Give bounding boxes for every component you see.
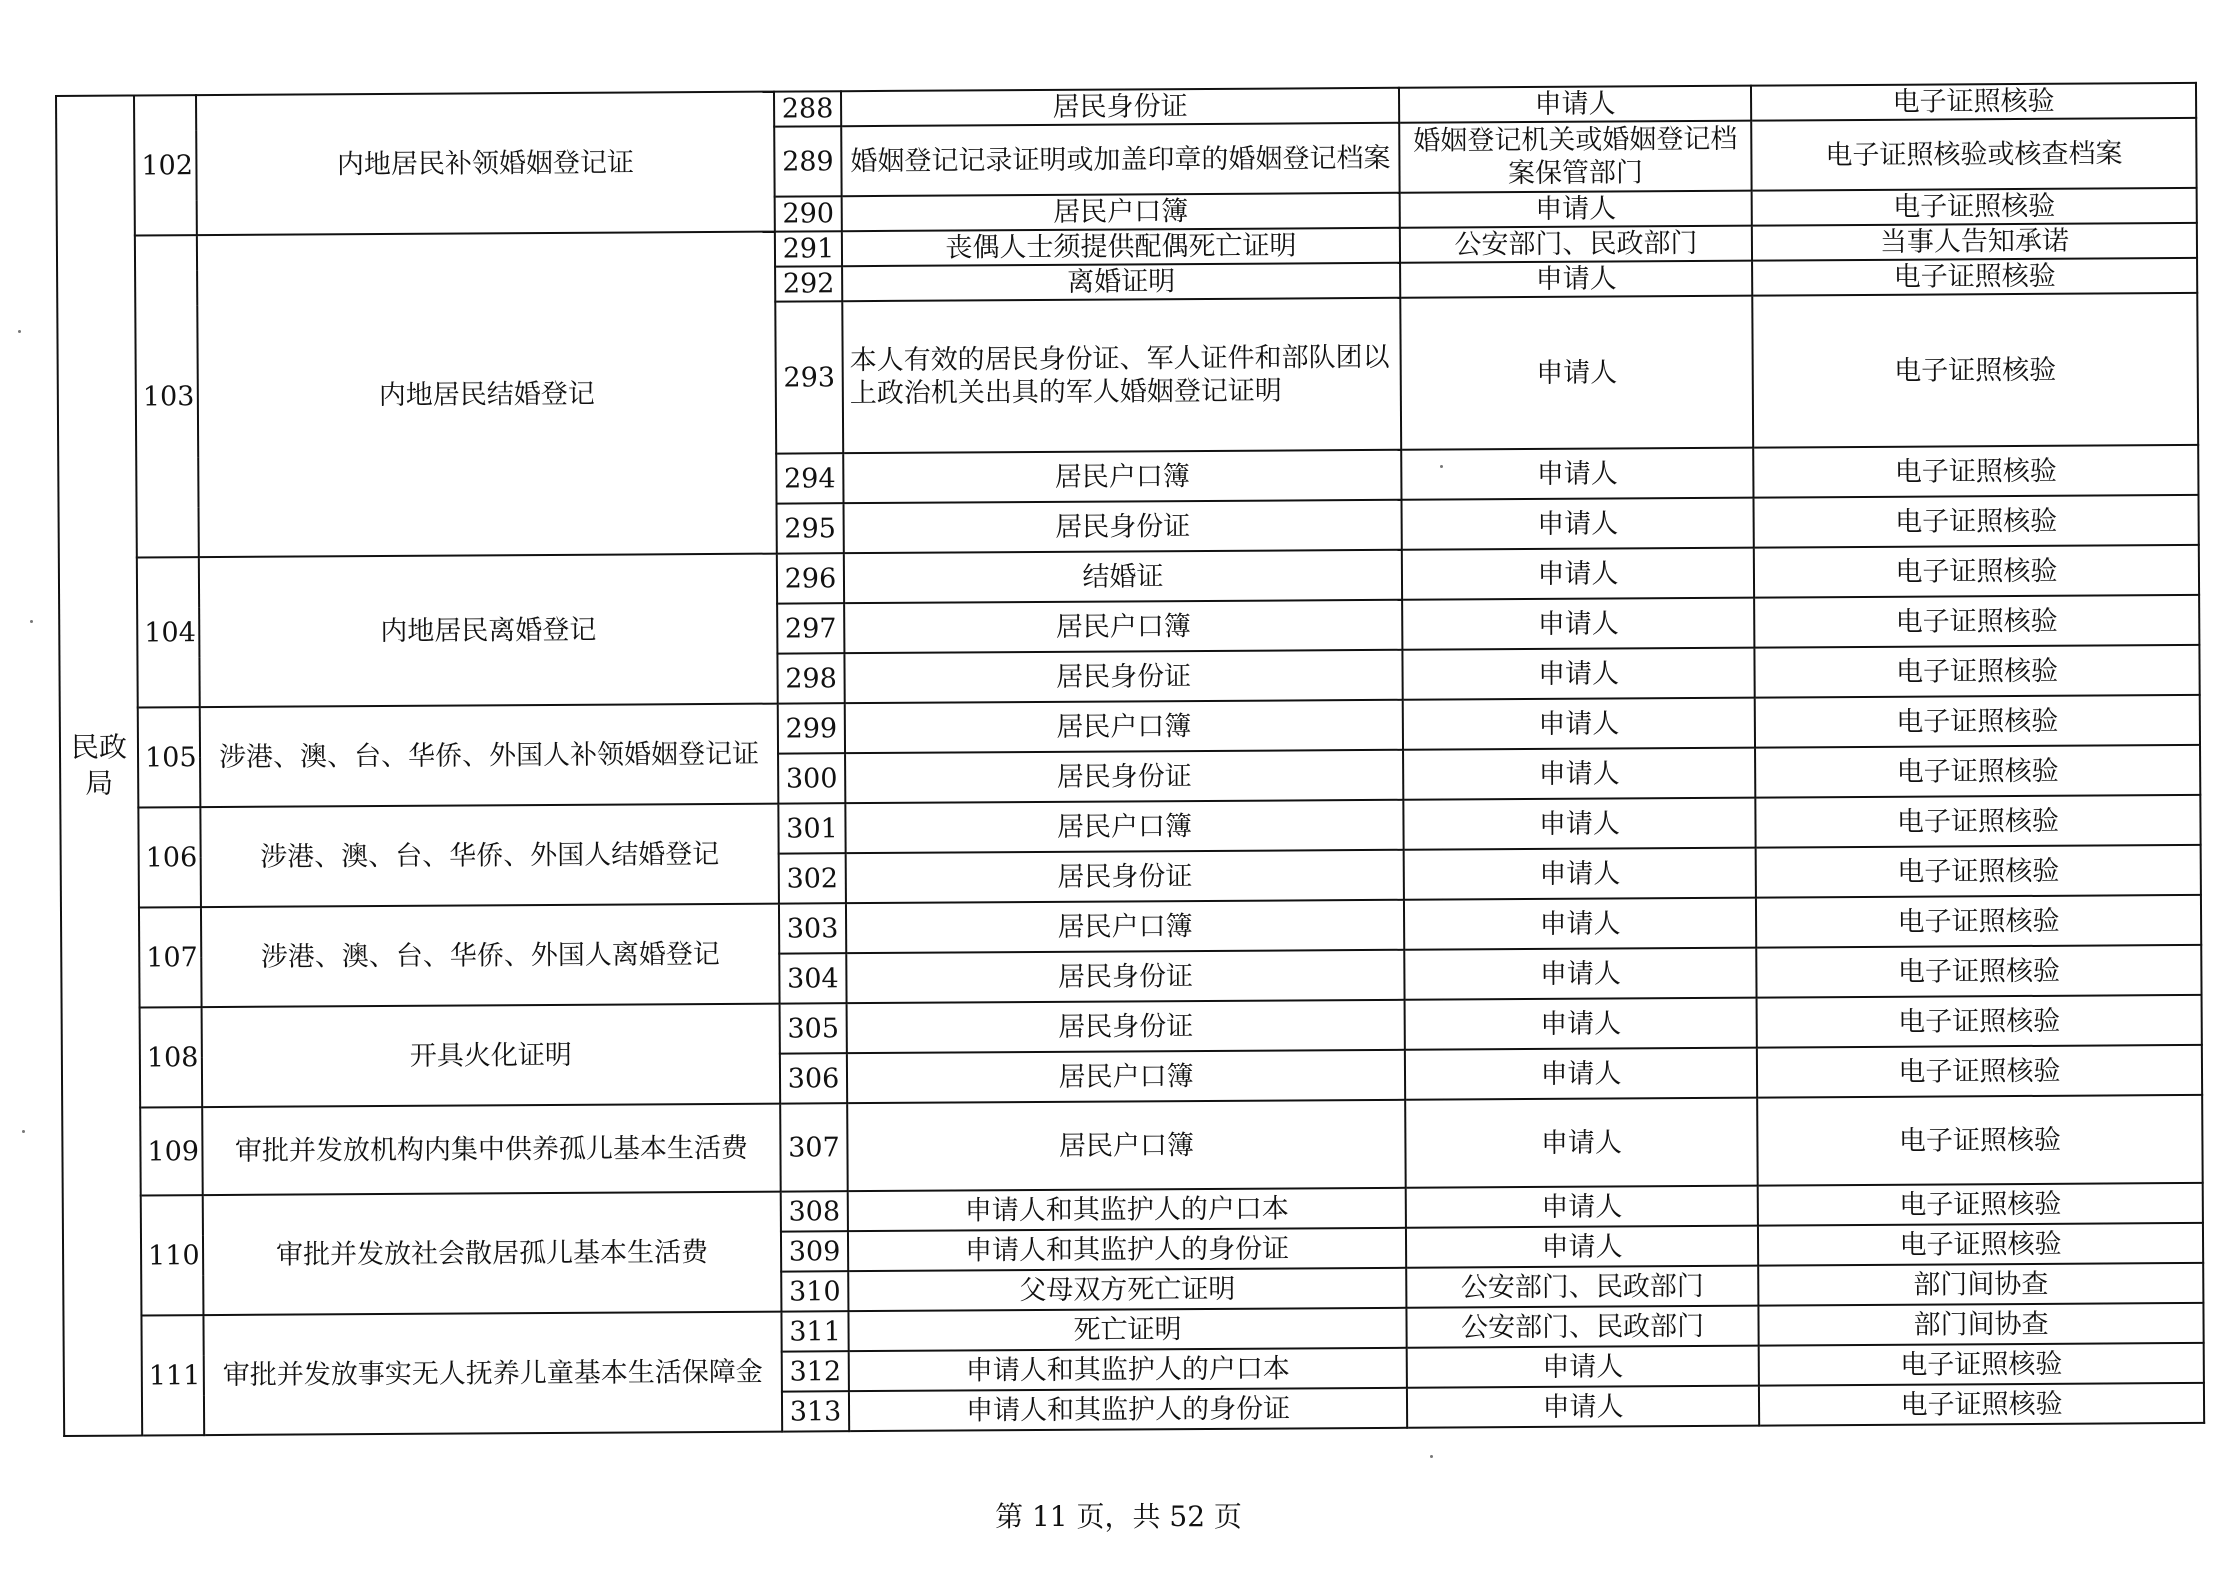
material-source-cell: 申请人: [1403, 798, 1755, 850]
material-seq-cell: 288: [774, 91, 841, 126]
material-name-cell: 结婚证: [844, 550, 1402, 603]
material-source-cell: 申请人: [1401, 498, 1753, 550]
material-source-cell: 申请人: [1403, 698, 1755, 750]
material-seq-cell: 293: [775, 301, 843, 453]
verification-method-cell: 电子证照核验: [1759, 1343, 2204, 1386]
verification-method-cell: 当事人告知承诺: [1752, 223, 2197, 261]
verification-method-cell: 电子证照核验: [1753, 495, 2198, 548]
verification-method-cell: 电子证照核验: [1754, 595, 2199, 648]
material-seq-cell: 308: [781, 1191, 848, 1231]
material-seq-cell: 292: [775, 266, 842, 301]
matter-name-cell: 开具火化证明: [202, 1004, 781, 1108]
matter-number-cell: 107: [139, 907, 202, 1007]
verification-method-cell: 电子证照核验: [1755, 745, 2200, 798]
material-source-cell: 申请人: [1405, 1048, 1757, 1100]
verification-method-cell: 电子证照核验: [1752, 293, 2198, 448]
material-source-cell: 申请人: [1405, 998, 1757, 1050]
material-name-cell: 居民户口簿: [844, 600, 1402, 653]
material-seq-cell: 294: [776, 453, 843, 503]
material-seq-cell: 296: [777, 553, 844, 603]
material-name-cell: 居民身份证: [844, 650, 1402, 703]
material-seq-cell: 295: [777, 503, 844, 553]
material-name-cell: 申请人和其监护人的身份证: [848, 1228, 1406, 1271]
material-source-cell: 申请人: [1402, 598, 1754, 650]
verification-method-cell: 电子证照核验: [1754, 645, 2199, 698]
matter-name-cell: 涉港、澳、台、华侨、外国人离婚登记: [201, 904, 780, 1008]
material-name-cell: 居民身份证: [847, 1000, 1405, 1053]
material-seq-cell: 301: [778, 803, 845, 853]
material-source-cell: 申请人: [1404, 848, 1756, 900]
verification-method-cell: 电子证照核验: [1755, 795, 2200, 848]
material-seq-cell: 300: [778, 753, 845, 803]
matter-name-cell: 内地居民结婚登记: [197, 232, 777, 558]
material-seq-cell: 298: [777, 653, 844, 703]
verification-method-cell: 电子证照核验: [1759, 1383, 2204, 1426]
scan-speck: [30, 620, 33, 623]
material-source-cell: 申请人: [1400, 191, 1752, 228]
material-name-cell: 居民身份证: [845, 750, 1403, 803]
material-name-cell: 居民户口簿: [845, 700, 1403, 753]
material-name-cell: 婚姻登记记录证明或加盖印章的婚姻登记档案: [841, 123, 1399, 196]
material-name-cell: 本人有效的居民身份证、军人证件和部队团以上政治机关出具的军人婚姻登记证明: [842, 298, 1401, 453]
material-seq-cell: 306: [780, 1053, 847, 1103]
matter-number-cell: 104: [137, 557, 200, 707]
material-name-cell: 居民身份证: [846, 950, 1404, 1003]
material-source-cell: 公安部门、民政部门: [1406, 1306, 1758, 1348]
matter-number-cell: 102: [134, 95, 197, 235]
matter-number-cell: 103: [135, 235, 199, 557]
matter-number-cell: 106: [138, 807, 201, 907]
verification-method-cell: 电子证照核验: [1753, 445, 2198, 498]
material-name-cell: 居民身份证: [841, 88, 1399, 126]
verification-method-cell: 电子证照核验: [1756, 945, 2201, 998]
material-seq-cell: 305: [780, 1003, 847, 1053]
material-seq-cell: 290: [775, 196, 842, 231]
material-source-cell: 申请人: [1406, 1226, 1758, 1268]
material-name-cell: 居民身份证: [844, 500, 1402, 553]
table-row: [62, 1095, 2202, 1196]
material-seq-cell: 289: [774, 126, 841, 196]
material-source-cell: 申请人: [1399, 86, 1751, 123]
matter-number-cell: 109: [140, 1107, 203, 1195]
material-name-cell: 居民户口簿: [847, 1050, 1405, 1103]
material-source-cell: 申请人: [1407, 1386, 1759, 1428]
material-seq-cell: 312: [782, 1351, 849, 1391]
scan-speck: [18, 330, 21, 333]
material-seq-cell: 297: [777, 603, 844, 653]
material-source-cell: 申请人: [1404, 898, 1756, 950]
material-source-cell: 申请人: [1403, 748, 1755, 800]
material-seq-cell: 303: [779, 903, 846, 953]
material-source-cell: 申请人: [1402, 648, 1754, 700]
verification-method-cell: 电子证照核验: [1756, 845, 2201, 898]
material-source-cell: 申请人: [1400, 261, 1752, 298]
material-source-cell: 婚姻登记机关或婚姻登记档案保管部门: [1399, 121, 1751, 193]
verification-method-cell: 电子证照核验: [1756, 895, 2201, 948]
material-name-cell: 申请人和其监护人的身份证: [849, 1388, 1407, 1431]
matter-number-cell: 111: [141, 1315, 204, 1435]
material-name-cell: 死亡证明: [848, 1308, 1406, 1351]
material-seq-cell: 311: [781, 1311, 848, 1351]
material-seq-cell: 304: [779, 953, 846, 1003]
matter-name-cell: 审批并发放事实无人抚养儿童基本生活保障金: [203, 1312, 782, 1436]
material-source-cell: 申请人: [1407, 1346, 1759, 1388]
material-source-cell: 申请人: [1405, 1098, 1758, 1188]
material-name-cell: 父母双方死亡证明: [848, 1268, 1406, 1311]
matter-name-cell: 审批并发放社会散居孤儿基本生活费: [203, 1192, 782, 1316]
page-footer: 第 11 页，共 52 页: [995, 1500, 1242, 1533]
verification-method-cell: 电子证照核验: [1755, 695, 2200, 748]
material-name-cell: 申请人和其监护人的户口本: [848, 1188, 1406, 1231]
material-seq-cell: 299: [778, 703, 845, 753]
department-cell: 民政局: [56, 96, 142, 1436]
matter-name-cell: 涉港、澳、台、华侨、外国人补领婚姻登记证: [200, 704, 779, 808]
material-source-cell: 公安部门、民政部门: [1406, 1266, 1758, 1308]
material-source-cell: 公安部门、民政部门: [1400, 226, 1752, 263]
matter-name-cell: 涉港、澳、台、华侨、外国人结婚登记: [200, 804, 779, 908]
material-name-cell: 居民户口簿: [842, 193, 1400, 231]
matter-number-cell: 105: [138, 707, 201, 807]
matter-name-cell: 内地居民离婚登记: [199, 554, 778, 708]
material-name-cell: 离婚证明: [842, 263, 1400, 301]
material-name-cell: 丧偶人士须提供配偶死亡证明: [842, 228, 1400, 266]
matter-number-cell: 108: [140, 1007, 203, 1107]
matters-table: [55, 82, 2205, 1437]
verification-method-cell: 部门间协查: [1758, 1263, 2203, 1306]
material-name-cell: 申请人和其监护人的户口本: [849, 1348, 1407, 1391]
verification-method-cell: 电子证照核验: [1752, 258, 2197, 296]
verification-method-cell: 电子证照核验: [1757, 1095, 2203, 1186]
material-seq-cell: 302: [779, 853, 846, 903]
material-source-cell: 申请人: [1404, 948, 1756, 1000]
verification-method-cell: 电子证照核验: [1758, 1183, 2203, 1226]
material-source-cell: 申请人: [1401, 448, 1753, 500]
material-seq-cell: 291: [775, 231, 842, 266]
matter-number-cell: 110: [141, 1195, 204, 1315]
verification-method-cell: 电子证照核验: [1757, 995, 2202, 1048]
matter-name-cell: 审批并发放机构内集中供养孤儿基本生活费: [202, 1104, 781, 1196]
material-name-cell: 居民户口簿: [843, 450, 1401, 503]
verification-method-cell: 电子证照核验或核查档案: [1751, 118, 2196, 191]
table-body: [56, 83, 2204, 1436]
verification-method-cell: 部门间协查: [1758, 1303, 2203, 1346]
material-seq-cell: 310: [781, 1271, 848, 1311]
material-seq-cell: 307: [780, 1103, 848, 1191]
material-seq-cell: 309: [781, 1231, 848, 1271]
material-name-cell: 居民身份证: [846, 850, 1404, 903]
matter-name-cell: 内地居民补领婚姻登记证: [196, 92, 775, 236]
verification-method-cell: 电子证照核验: [1758, 1223, 2203, 1266]
material-source-cell: 申请人: [1402, 548, 1754, 600]
verification-method-cell: 电子证照核验: [1757, 1045, 2202, 1098]
verification-method-cell: 电子证照核验: [1752, 188, 2197, 226]
scan-speck: [22, 1130, 25, 1133]
verification-method-cell: 电子证照核验: [1751, 83, 2196, 121]
material-name-cell: 居民户口簿: [847, 1100, 1406, 1191]
material-name-cell: 居民户口簿: [846, 900, 1404, 953]
material-source-cell: 申请人: [1406, 1186, 1758, 1228]
verification-method-cell: 电子证照核验: [1754, 545, 2199, 598]
scan-speck: [1430, 1455, 1433, 1458]
scan-speck: [1440, 465, 1443, 468]
material-source-cell: 申请人: [1400, 296, 1753, 450]
material-seq-cell: 313: [782, 1391, 849, 1431]
material-name-cell: 居民户口簿: [845, 800, 1403, 853]
